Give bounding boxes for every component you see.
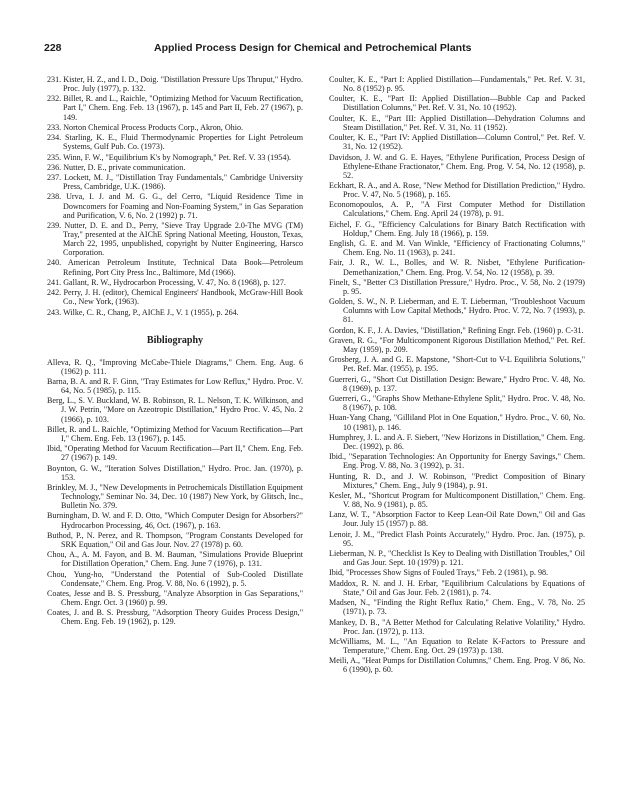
bibliography-heading: Bibliography (146, 334, 204, 346)
bibliography-entry: Eckhart, R. A., and A. Rose, "New Method for Distillation Prediction," Hydro. Proc. V. 47, No. 5 (1968), p. 165. (329, 180, 585, 200)
bibliography-entry: Grosberg, J. A. and G. E. Mapstone, "Short-Cut to V-L Equilibria Solutions," Pet. Ref. Mar. (1955), p. 195. (329, 355, 585, 374)
reference-number: 242. (47, 288, 62, 298)
reference-number: 240. (47, 258, 62, 268)
reference-entry (47, 288, 303, 306)
bibliography-entry: Humphrey, J. L. and A. F. Siebert, "New Horizons in Distillation," Chem. Eng. Dec. (1992), p. 86. (329, 432, 585, 451)
reference-entry (47, 133, 303, 151)
bibliography-entry: Maddox, R. N. and J. H. Erbar, "Equilibrium Calculations by Equations of State," Oil and Gas Jour. Feb. 2 (1981), p. 74. (329, 578, 585, 597)
numbered-reference-list (47, 75, 303, 317)
reference-number: 234. (47, 133, 62, 143)
reference-text: Nutter, D. E. and D., Perry, "Sieve Tray Upgrade 2.0-The MVG (TM) Tray," presented at the AIChE Spring National Meeting, Houston, Texas, March 22, 1995, unpublished, copyright by Nutter Engineering, Harsco Corporation. (63, 220, 303, 258)
bibliography-entry: Alleva, R. Q., "Improving McCabe-Thiele Diagrams," Chem. Eng. Aug. 6 (1962) p. 111. (47, 357, 303, 376)
bibliography-list-right (329, 75, 585, 674)
reference-entry (47, 278, 303, 287)
bibliography-entry: Meili, A., "Heat Pumps for Distillation Columns," Chem. Eng. Prog. V 86, No. 6 (1990), p. 60. (329, 656, 585, 675)
bibliography-entry: Coulter, K. E., "Part III: Applied Distillation—Dehydration Columns and Steam Distillation," Pet. Ref. V. 31, No. 11 (1952). (329, 113, 585, 132)
bibliography-entry: Madsen, N., "Finding the Right Reflux Ratio," Chem. Eng., V. 78, No. 25 (1971), p. 73. (329, 598, 585, 617)
bibliography-entry: Berg, L., S. V. Buckland, W. B. Robinson, R. L. Nelson, T. K. Wilkinson, and J. W. Petrin, "More on Azeotropic Distillation," Hydro Proc. V. 45, No. 2 (1966), p. 103. (47, 396, 303, 424)
bibliography-entry: Gordon, K. F., J. A. Davies, "Distillation," Refining Engr. Feb. (1960) p. C-31. (329, 325, 584, 335)
bibliography-entry: Chou, Yung-ho, "Understand the Potential of Sub-Cooled Distillate Condensate," Chem. Eng. Prog. V. 88, No. 6 (1992), p. 5. (47, 569, 303, 588)
bibliography-entry: Hunting, R. D., and J. W. Robinson, "Predict Composition of Binary Mixtures," Chem. Eng., July 9 (1984), p. 91. (329, 471, 585, 490)
reference-entry (47, 94, 303, 121)
reference-number: 235. (47, 152, 62, 162)
reference-text: Norton Chemical Process Products Corp., Akron, Ohio. (63, 122, 244, 132)
bibliography-entry: Guerreri, G., "Short Cut Distillation Design: Beware," Hydro Proc. V. 48, No. 8 (1969), p. 137. (329, 374, 585, 393)
reference-number: 233. (47, 122, 62, 132)
reference-entry (47, 75, 303, 93)
reference-text: Starling, K. E., Fluid Thermodynamic Properties for Light Petroleum Systems, Gulf Pub. Co. (1973). (63, 133, 303, 152)
bibliography-entry: Barna, B. A. and R. F. Ginn, "Tray Estimates for Low Reflux," Hydro. Proc. V. 64, No. 5 (1985), p. 115. (47, 376, 303, 396)
reference-number: 239. (47, 220, 62, 230)
bibliography-entry: Graven, R. G., "For Multicomponent Rigorous Distillation Method," Pet. Ref. May (1959), p. 209. (329, 335, 585, 355)
bibliography-entry: Huan-Yang Chang, "Gilliland Plot in One Equation," Hydro. Proc., V. 60, No. 10 (1981), p. 146. (329, 413, 585, 432)
reference-text: Kister, H. Z., and I. D., Doig. "Distillation Pressure Ups Thruput," Hydro. Proc. July (1977), p. 132. (63, 75, 303, 94)
bibliography-entry: Eichel, F. G., "Efficiency Calculations for Binary Batch Rectification with Holdup," Chem. Eng. July 18 (1966), p. 159. (329, 219, 585, 238)
bibliography-entry: Ibid, "Processes Show Signs of Fouled Trays," Feb. 2 (1981), p. 98. (329, 568, 549, 578)
bibliography-entry: Chou, A., A. M. Fayon, and B. M. Bauman, "Simulations Provide Blueprint for Distillation Operation," Chem. Eng. June 7 (1976), p. 131. (47, 550, 303, 569)
bibliography-entry: Coulter, K. E., "Part IV: Applied Distillation—Column Control," Pet. Ref. V. 31, No. 12 (1952). (329, 133, 585, 152)
reference-text: Gallant, R. W., Hydrocarbon Processing, V. 47, No. 8 (1968), p. 127. (63, 277, 286, 287)
running-title: Applied Process Design for Chemical and Petrochemical Plants (154, 42, 472, 54)
left-column (47, 75, 303, 628)
bibliography-entry: Burningham, D. W. and F. D. Otto, "Which Computer Design for Absorbers?" Hydrocarbon Processing, 46, Oct. (1967), p. 163. (47, 511, 303, 530)
bibliography-entry: Fair, J. R., W. L., Bolles, and W. R. Nisbet, "Ethylene Purification-Demethanization," Chem. Eng. Prog. V. 54, No. 12 (1958), p. 39. (329, 258, 585, 277)
bibliography-entry: Lenoir, J. M., "Predict Flash Points Accurately," Hydro. Proc. Jan. (1975), p. 95. (329, 529, 585, 548)
bibliography-entry: Finelt, S., "Better C3 Distillation Pressure," Hydro. Proc., V. 58, No. 2 (1979) p. 95. (329, 277, 585, 296)
reference-text: American Petroleum Institute, Technical Data Book—Petroleum Refining, Port City Press Inc., Baltimore, Md (1966). (63, 258, 303, 277)
right-column (329, 75, 585, 676)
bibliography-entry: Billet, R. and L. Raichle, "Optimizing Method for Vacuum Rectification—Part I," Chem. Eng. Feb. 13 (1967), p. 145. (47, 424, 303, 443)
bibliography-entry: Buthod, P., N. Perez, and R. Thompson, "Program Constants Developed for SRK Equation," Oil and Gas Jour. Nov. 27 (1978) p. 60. (47, 530, 303, 549)
reference-text: Nutter, D. E., private communication. (63, 162, 186, 172)
bibliography-entry: Kesler, M., "Shortcut Program for Multicomponent Distillation," Chem. Eng. V. 88, No. 9 (1981), p. 85. (329, 490, 585, 510)
bibliography-entry: Economopoulos, A. P., "A First Computer Method for Distillation Calculations," Chem. Eng. April 24 (1978), p. 91. (329, 200, 585, 219)
reference-number: 237. (47, 173, 62, 183)
reference-entry (47, 308, 303, 317)
bibliography-list-left (47, 358, 303, 627)
reference-number: 231. (47, 75, 62, 84)
reference-text: Lockett, M. J., "Distillation Tray Fundamentals," Cambridge University Press, Cambridge, U.K. (1986). (63, 173, 303, 192)
bibliography-entry: Coulter, K. E., "Part II: Applied Distillation—Bubble Cap and Packed Distillation Columns," Pet. Ref. V. 31, No. 10 (1952). (329, 94, 585, 113)
reference-number: 232. (47, 94, 62, 104)
reference-entry (47, 123, 303, 132)
reference-text: Winn, F. W., "Equilibrium K's by Nomograph," Pet. Ref. V. 33 (1954). (63, 152, 292, 162)
bibliography-entry: Davidson, J. W. and G. E. Hayes, "Ethylene Purification, Process Design of Ethylene-Ethane Fractionator," Chem. Eng. Prog. V. 54, No. 12 (1958), p. 52. (329, 152, 585, 180)
reference-entry (47, 221, 303, 257)
reference-text: Billet, R. and L., Raichle, "Optimizing Method for Vacuum Rectification, Part I," Chem. Eng. Feb. 13 (1967), p. 145 and Part II, Feb. 27 (1967), p. 149. (63, 94, 303, 122)
reference-number: 243. (47, 307, 62, 317)
reference-entry (47, 192, 303, 219)
reference-text: Perry, J. H. (editor), Chemical Engineers' Handbook, McGraw-Hill Book Co., New York, (1963). (63, 288, 303, 307)
bibliography-entry: Guerreri, G., "Graphs Show Methane-Ethylene Split," Hydro. Proc. V. 48, No. 8 (1967), p. 108. (329, 394, 585, 413)
bibliography-entry: English, G. E. and M. Van Winkle, "Efficiency of Fractionating Columns," Chem. Eng. No. 11 (1963), p. 241. (329, 239, 585, 258)
reference-entry (47, 258, 303, 276)
reference-text: Urva, I. J. and M. G. G., del Cerro, "Liquid Residence Time in Downcomers for Foaming and Non-Foaming System," in Gas Separation and Purification, V. 6, No. 2 (1992) p. 71. (63, 192, 303, 220)
bibliography-entry: Coulter, K. E., "Part I: Applied Distillation—Fundamentals," Pet. Ref. V. 31, No. 8 (1952) p. 95. (329, 75, 585, 94)
reference-number: 236. (47, 162, 62, 172)
reference-entry (47, 153, 303, 162)
reference-entry (47, 163, 303, 172)
reference-number: 238. (47, 192, 62, 202)
bibliography-entry: Boynton, G. W., "Iteration Solves Distillation," Hydro. Proc. Jan. (1970), p. 153. (47, 463, 303, 482)
bibliography-entry: Mankey, D. B., "A Better Method for Calculating Relative Volatility," Hydro. Proc. Jan. (1972), p. 113. (329, 617, 585, 636)
bibliography-entry: Lieberman, N. P., "Checklist Is Key to Dealing with Distillation Troubles," Oil and Gas Jour. Sept. 10 (1979) p. 121. (329, 549, 585, 568)
reference-entry (47, 173, 303, 191)
reference-text: Wilke, C. R., Chang, P., AIChE J., V. 1 (1955), p. 264. (63, 307, 239, 317)
bibliography-entry: Brinkley, M. J., "New Developments in Petrochemicals Distillation Equipment Technology," Seminar No. 34, Dec. 10 (1987) New York, by Glitsch, Inc., Bulletin No. 379. (47, 482, 303, 511)
bibliography-entry: Lanz, W. T., "Absorption Factor to Keep Lean-Oil Rate Down," Oil and Gas Jour. July 15 (1957) p. 88. (329, 510, 585, 529)
bibliography-entry: Coates, J. and B. S. Pressburg, "Adsorption Theory Guides Process Design," Chem. Eng. Feb. 19 (1962), p. 129. (47, 608, 303, 627)
page-number: 228 (44, 42, 62, 54)
bibliography-entry: Coates, Jesse and B. S. Pressburg, "Analyze Absorption in Gas Separations," Chem. Engr. Oct. 3 (1960) p. 99. (47, 588, 303, 607)
bibliography-entry: Ibid, "Operating Method for Vacuum Rectification—Part II," Chem. Eng. Feb. 27 (1967) p. 149. (47, 444, 303, 463)
bibliography-entry: McWilliams, M. L., "An Equation to Relate K-Factors to Pressure and Temperature," Chem. Eng. Oct. 29 (1973) p. 138. (329, 636, 585, 655)
bibliography-entry: Golden, S. W., N. P. Lieberman, and E. T. Lieberman, "Troubleshoot Vacuum Columns with Low Capital Methods," Hydro. Proc. V. 72, No. 7 (1993), p. 81. (329, 297, 585, 325)
reference-number: 241. (47, 277, 62, 287)
bibliography-entry: Ibid., "Separation Technologies: An Opportunity for Energy Savings," Chem. Eng. Prog. V. 88, No. 3 (1992), p. 31. (329, 452, 585, 471)
page-header (44, 42, 580, 58)
